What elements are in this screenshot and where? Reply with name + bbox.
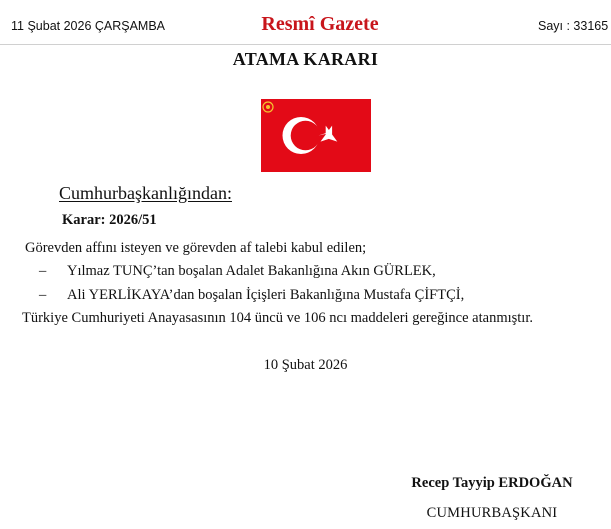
turkish-flag-icon — [261, 99, 371, 172]
closing-paragraph: Türkiye Cumhuriyeti Anayasasının 104 üncü ve 106 ncı maddeleri gereğince atanmıştır. — [22, 310, 533, 326]
document-title: ATAMA KARARI — [232, 49, 379, 69]
intro-paragraph: Görevden affını isteyen ve görevden af talebi kabul edilen; — [25, 240, 367, 256]
header-divider — [0, 44, 611, 45]
list-dash: – — [39, 263, 47, 279]
decision-number: Karar: 2026/51 — [62, 212, 157, 228]
signer-title: CUMHURBAŞKANI — [426, 505, 558, 521]
appointment-item — [39, 263, 436, 280]
header-date: 11 Şubat 2026 ÇARŞAMBA — [11, 19, 166, 33]
appointment-item — [39, 287, 464, 304]
issuer-heading: Cumhurbaşkanlığından: — [59, 183, 232, 203]
appointment-text: Yılmaz TUNÇ’tan boşalan Adalet Bakanlığına Akın GÜRLEK, — [67, 263, 436, 279]
publication-title: Resmî Gazete — [261, 13, 379, 35]
signer-name: Recep Tayyip ERDOĞAN — [411, 475, 573, 491]
signature-date: 10 Şubat 2026 — [263, 357, 348, 373]
list-dash: – — [39, 287, 47, 303]
appointment-text: Ali YERLİKAYA’dan boşalan İçişleri Bakanlığına Mustafa ÇİFTÇİ, — [67, 287, 465, 303]
issue-number: Sayı : 33165 — [538, 19, 609, 33]
